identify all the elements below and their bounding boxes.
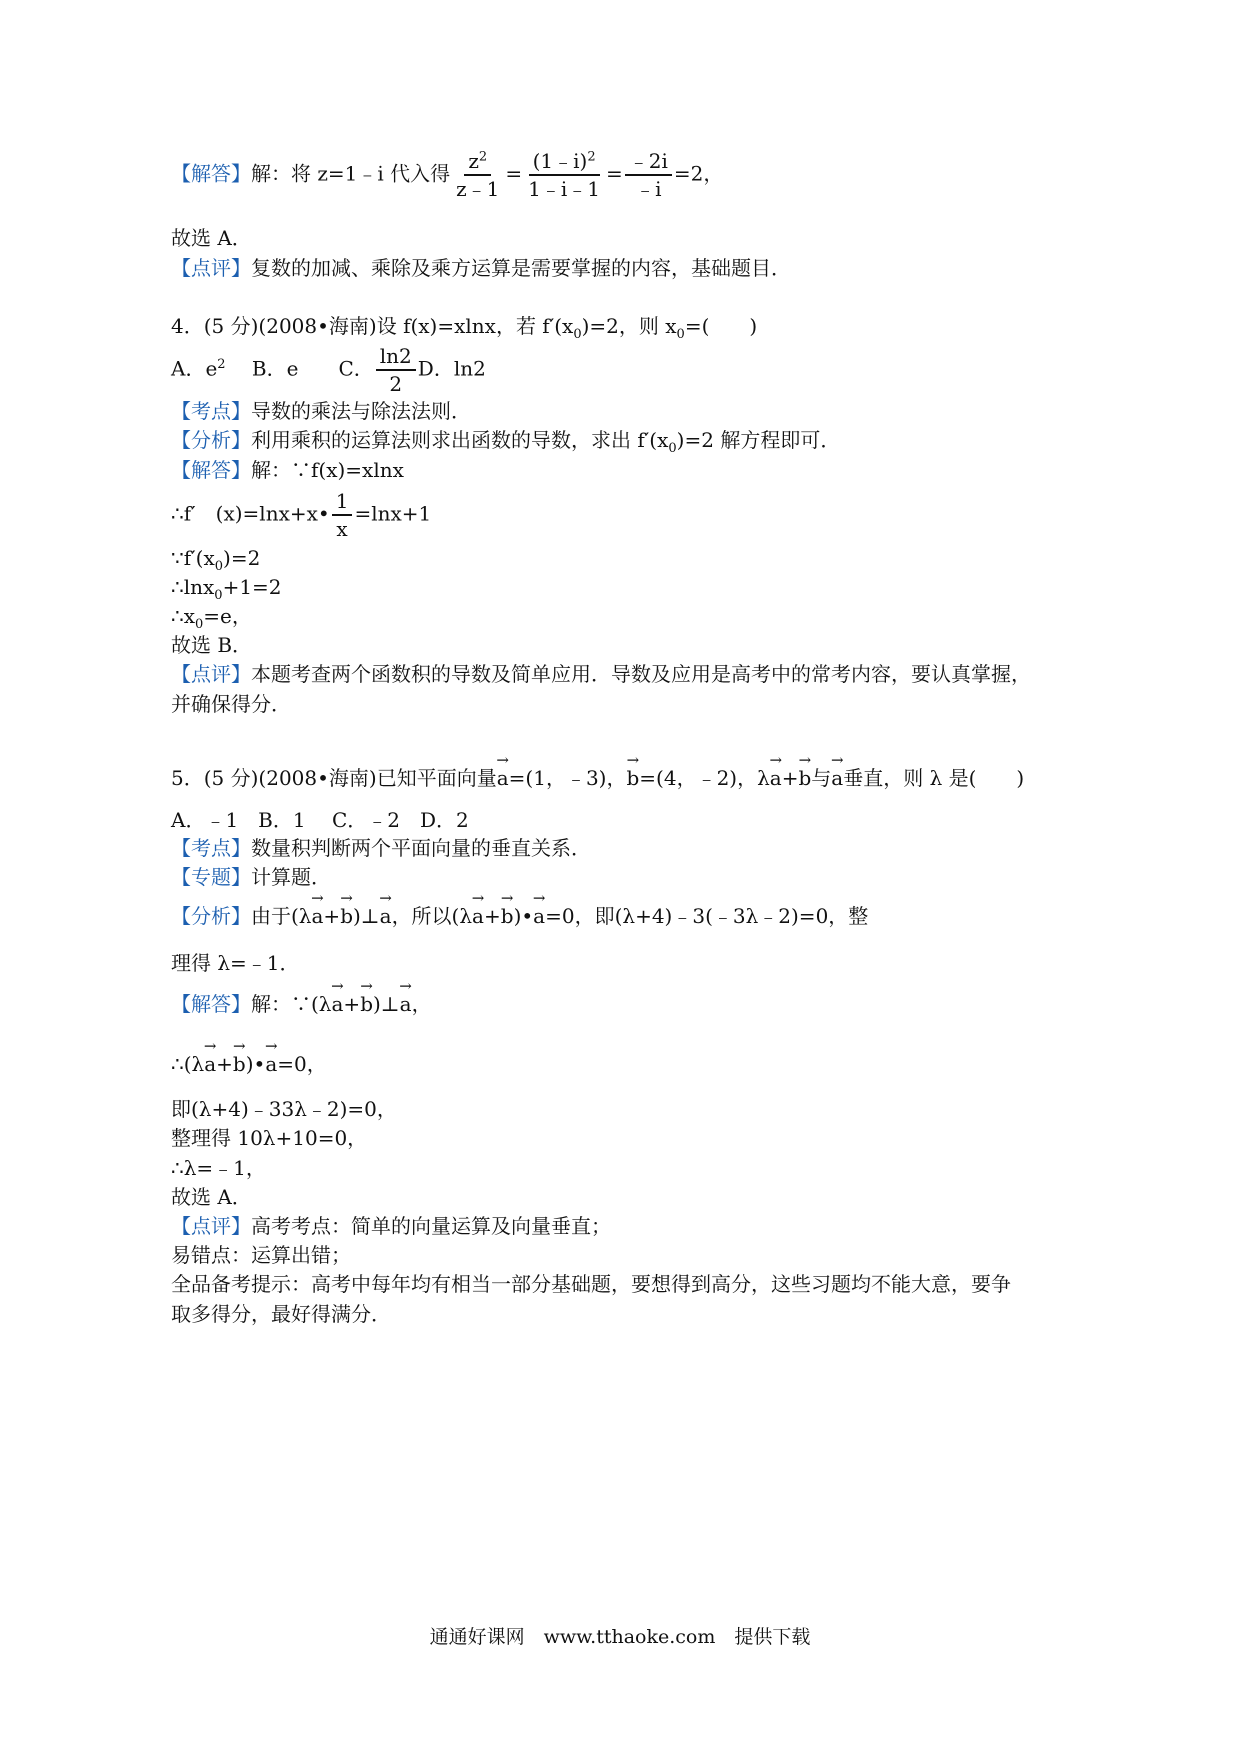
q4-step3-b: +1=2 [222,575,282,599]
analysis-tag: 【分析】 [171,904,251,928]
point-tag: 【考点】 [171,399,251,423]
q4-stem-sub2: 0 [676,327,685,342]
q4-step3-sub: 0 [214,588,223,603]
q3-choose: 故选 A． [171,226,252,250]
q5-tip-1: 全品备考提示：高考中每年均有相当一部分基础题，要想得到高分，这些习题均不能大意，要争 [171,1272,1011,1296]
q5-analysis-d: ，所以(λ [391,904,473,928]
q4-option-a: A．e [171,356,218,381]
q4-point: 导数的乘法与除法法则． [251,399,471,423]
q5-tip-2: 取多得分，最好得满分． [171,1302,391,1326]
q5-answer-line [171,994,432,1014]
q3-eq2: = [606,161,623,186]
vector-b: → b [501,906,514,926]
vector-a: → a [472,906,484,926]
q4-stem-c: =( ) [684,314,758,338]
q5-step-1 [171,1054,327,1074]
q5-stem [171,768,1024,788]
q3-comment: 复数的加减、乘除及乘方运算是需要掌握的内容，基础题目． [251,256,791,280]
q3-comment-line [171,258,791,278]
q4-option-a-sup: 2 [217,356,226,372]
q4-step-3 [171,577,282,602]
q3-answer-end: =2， [673,161,724,186]
q4-stem-a: 4．(5 分)(2008•海南)设 f(x)=xlnx，若 f′(x [171,314,574,338]
q3-answer-line [171,150,723,200]
vector-a: → a [770,768,782,788]
topic-tag: 【专题】 [171,865,251,889]
q5-analysis-a: 由于(λ [251,904,312,928]
q4-analysis-sub: 0 [668,441,677,456]
q5-comment: 高考考点：简单的向量运算及向量垂直； [251,1214,611,1238]
q3-f2-sup: 2 [587,149,596,165]
q5-answer-d: ， [411,992,432,1016]
q5-choose: 故选 A． [171,1185,252,1209]
q5-step-2: 即(λ+4)﹣33λ﹣2)=0， [171,1097,397,1121]
vector-a: → a [497,768,509,788]
q3-f3-den: ﹣i [635,177,662,201]
q4-analysis-a: 利用乘积的运算法则求出函数的导数，求出 f′(x [251,428,669,452]
q4-point-line [171,401,471,421]
q5-point-line [171,838,591,858]
q4-step1-fraction [332,490,353,540]
q5-step1-a: ∴(λ [171,1052,205,1076]
vector-a: → a [533,906,545,926]
vector-a: → a [265,1054,277,1074]
vector-a: → a [331,994,343,1014]
q5-step1-b: + [216,1052,233,1076]
q4-comment-1: 本题考查两个函数积的导数及简单应用．导数及应用是高考中的常考内容，要认真掌握， [251,662,1031,686]
q5-topic-line [171,867,331,887]
vector-a: → a [831,768,843,788]
q4-answer-line [171,460,404,480]
q4-step-2 [171,548,260,573]
comment-tag: 【点评】 [171,1214,251,1238]
vector-b: → b [798,768,811,788]
vector-a: → a [380,906,392,926]
vector-a: → a [400,994,412,1014]
q4-step1-num: 1 [332,490,353,516]
q4-stem-sub: 0 [573,327,582,342]
q5-error-point: 易错点：运算出错； [171,1243,351,1267]
q4-analysis-b: )=2 解方程即可． [676,428,841,452]
q5-analysis-2: 理得 λ=﹣1． [171,951,300,975]
q3-f1-den: z﹣1 [456,177,500,201]
q4-step1-b: =lnx+1 [354,501,432,526]
q3-fraction-1 [452,150,503,200]
q4-option-d: D．ln2 [417,356,486,381]
q5-step-4: ∴λ=﹣1， [171,1156,266,1180]
q5-answer-b: + [343,992,361,1016]
q5-answer-c: )⊥ [373,992,400,1016]
q5-options: A．﹣1 B．1 C．﹣2 D．2 [171,808,469,832]
q5-analysis-f: )• [513,904,534,928]
answer-tag: 【解答】 [171,161,251,186]
q5-step1-c: )• [245,1052,266,1076]
answer-tag: 【解答】 [171,458,251,482]
q3-fraction-2 [524,150,604,200]
q5-stem-a: 5．(5 分)(2008•海南)已知平面向量 [171,766,497,790]
q4-option-c-fraction [376,345,416,395]
q5-stem-d: + [781,766,799,790]
vector-b: → b [360,994,373,1014]
vector-a: → a [204,1054,216,1074]
q4-step2-b: )=2 [223,546,261,570]
q3-f3-num: ﹣2i [625,150,672,176]
q4-options [171,345,486,395]
q4-step1-den: x [336,517,348,541]
q5-analysis-c: )⊥ [353,904,380,928]
q3-f1-num: z [468,149,479,173]
q5-analysis-line [171,906,868,926]
q5-step-3: 整理得 10λ+10=0， [171,1126,368,1150]
q4-stem [171,316,757,341]
vector-a: → a [311,906,323,926]
q5-stem-c: =(4，﹣2)，λ [639,766,770,790]
q5-step1-d: =0， [277,1052,327,1076]
q4-choose: 故选 B． [171,633,253,657]
comment-tag: 【点评】 [171,256,251,280]
q3-f2-den: 1﹣i﹣1 [528,177,601,201]
q4-comment-line [171,664,1031,684]
q4-option-b: B．e [251,356,299,381]
q4-comment-2: 并确保得分． [171,692,291,716]
q4-option-c-den: 2 [389,372,403,396]
point-tag: 【考点】 [171,836,251,860]
q4-step-1 [171,490,431,540]
q3-f1-sup: 2 [478,149,488,165]
q5-topic: 计算题． [251,865,331,889]
q4-option-c-num: ln2 [376,345,416,371]
q5-stem-f: 垂直，则 λ 是( ) [843,766,1025,790]
page-footer: 通通好课网 www.tthaoke.com 提供下载 [429,1626,811,1648]
q4-step2-a: ∵f′(x [171,546,215,570]
vector-b: → b [340,906,353,926]
q4-analysis-line [171,430,840,455]
vector-b: → b [233,1054,246,1074]
q5-analysis-g: =0，即(λ+4)﹣3(﹣3λ﹣2)=0，整 [545,904,869,928]
q5-stem-e: 与 [811,766,832,790]
q4-step-4 [171,606,252,631]
q5-analysis-b: + [323,904,341,928]
q4-step4-sub: 0 [195,617,204,632]
answer-tag: 【解答】 [171,992,251,1016]
q3-fraction-3 [625,150,672,200]
q3-eq1: = [505,161,523,186]
q5-comment-line [171,1216,611,1236]
q5-answer-a: 解：∵(λ [251,992,332,1016]
q3-f2-num: (1﹣i) [532,149,588,173]
q4-option-c: C． [338,356,374,381]
q4-step4-b: =e， [203,604,252,628]
q5-analysis-e: + [483,904,501,928]
analysis-tag: 【分析】 [171,428,251,452]
q4-step3-a: ∴lnx [171,575,215,599]
comment-tag: 【点评】 [171,662,251,686]
q4-answer: 解：∵f(x)=xlnx [251,458,404,482]
q5-stem-b: =(1，﹣3)， [508,766,627,790]
q4-stem-b: )=2，则 x [581,314,677,338]
q4-step4-a: ∴x [171,604,196,628]
q3-answer-intro: 解：将 z=1﹣i 代入得 [251,161,451,186]
vector-b: → b [626,768,639,788]
q5-point: 数量积判断两个平面向量的垂直关系． [251,836,591,860]
q4-step1-a: ∴f′ (x)=lnx+x• [171,501,330,526]
q4-step2-sub: 0 [214,559,224,574]
